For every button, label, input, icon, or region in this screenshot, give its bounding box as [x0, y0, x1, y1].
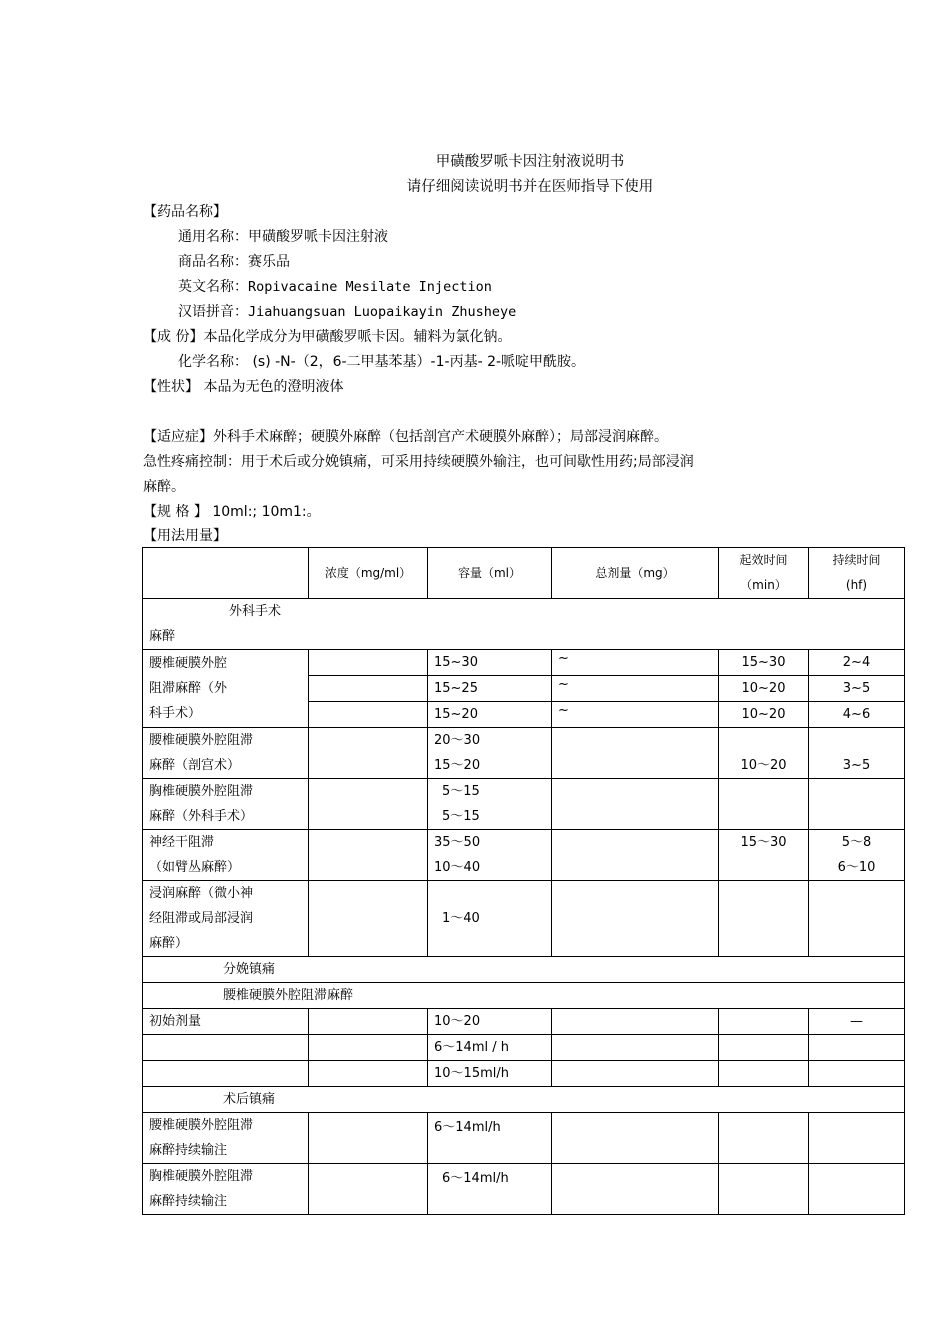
usage-heading: 【用法用量】: [143, 528, 227, 544]
section-row-labor-sub: [143, 983, 905, 1009]
lumbar-duration-2: 3~5: [809, 676, 905, 702]
nerve-block-label-line-1: 神经干阻滞: [149, 835, 215, 850]
header-duration-unit: (hf): [845, 578, 868, 592]
cesarean-onset: [719, 728, 809, 779]
postop-lumbar-label-line-2: 麻醉持续输注: [149, 1143, 228, 1158]
lumbar-total-3: ~: [552, 702, 719, 728]
nerve-block-total: [552, 830, 719, 881]
header-procedure: [143, 548, 309, 599]
infiltration-volume: 1～40: [428, 881, 552, 957]
lumbar-duration-3: 4~6: [809, 702, 905, 728]
infiltration-duration: [809, 881, 905, 957]
specification: 【规 格 】 10ml:; 10m1:。: [143, 504, 321, 520]
indications-line-1: 【适应症】外科手术麻醉；硬膜外麻醉（包括剖宫产术硬膜外麻醉）；局部浸润麻醉。: [143, 429, 668, 445]
header-onset-label: 起效时间: [739, 553, 788, 567]
header-onset-unit: （min）: [740, 578, 787, 592]
document-title: 甲磺酸罗哌卡因注射液说明书: [435, 154, 625, 170]
postop-thoracic-onset: [719, 1164, 809, 1215]
lumbar-conc-1: [309, 650, 428, 676]
infiltration-label-line-2: 经阻滞或局部浸润: [149, 911, 254, 926]
lumbar-conc-3: [309, 702, 428, 728]
infiltration-label: [143, 881, 309, 957]
lumbar-onset-1: 15~30: [719, 650, 809, 676]
lumbar-surgery-label-line-1: 腰椎硬膜外腔: [149, 656, 228, 671]
nerve-block-conc: [309, 830, 428, 881]
pinyin-name-value: Jiahuangsuan Luopaikayin Zhusheye: [248, 304, 517, 320]
cesarean-total: [552, 728, 719, 779]
labor-row2-volume: 6～14ml / h: [428, 1035, 552, 1061]
nerve-block-volume-1: 35～50: [434, 835, 481, 850]
postop-lumbar-conc: [309, 1113, 428, 1164]
labor-row3-onset: [719, 1061, 809, 1087]
initial-dose-conc: [309, 1009, 428, 1035]
drug-name-heading: 【药品名称】: [143, 204, 227, 220]
generic-name: 通用名称：甲磺酸罗哌卡因注射液: [178, 229, 388, 245]
section-row-surgery: [143, 599, 905, 650]
cesarean-duration-value: 3~5: [842, 758, 871, 773]
postop-thoracic-volume: 6～14ml/h: [428, 1164, 552, 1215]
nerve-block-label-line-2: （如臂丛麻醉）: [149, 860, 241, 875]
initial-dose-total: [552, 1009, 719, 1035]
nerve-block-duration-1: 5～8: [841, 835, 872, 850]
labor-row2-label: [143, 1035, 309, 1061]
lumbar-volume-1: 15~30: [428, 650, 552, 676]
table-row: [143, 1035, 905, 1061]
section-postop: 术后镇痛: [143, 1087, 905, 1113]
cesarean-label-line-2: 麻醉（剖宫术）: [149, 758, 241, 773]
cesarean-volume-2: 15～20: [434, 758, 481, 773]
english-name-label: 英文名称：: [178, 279, 248, 295]
english-name-value: Ropivacaine Mesilate Injection: [248, 279, 492, 295]
cesarean-volume-1: 20～30: [434, 733, 481, 748]
composition: 【成 份】本品化学成分为甲磺酸罗哌卡因。辅料为氯化钠。: [143, 329, 512, 345]
infiltration-onset: [719, 881, 809, 957]
cesarean-onset-value: 10～20: [740, 758, 787, 773]
section-surgery-line-1: 外科手术: [229, 604, 282, 619]
lumbar-onset-3: 10~20: [719, 702, 809, 728]
header-total-dose: 总剂量（mg）: [552, 548, 719, 599]
header-onset: [719, 548, 809, 599]
trade-name: 商品名称：赛乐品: [178, 254, 290, 270]
cesarean-label: [143, 728, 309, 779]
cesarean-duration: [809, 728, 905, 779]
pinyin-name: [178, 302, 516, 322]
labor-row2-total: [552, 1035, 719, 1061]
table-row: [143, 1113, 905, 1164]
header-duration-label: 持续时间: [832, 553, 881, 567]
postop-thoracic-label-line-2: 麻醉持续输注: [149, 1194, 228, 1209]
header-duration: [809, 548, 905, 599]
section-row-labor: [143, 957, 905, 983]
table-row: [143, 1164, 905, 1215]
lumbar-total-1: ~: [552, 650, 719, 676]
section-labor-sub: 腰椎硬膜外腔阻滞麻醉: [143, 983, 905, 1009]
labor-row3-label: [143, 1061, 309, 1087]
header-concentration: 浓度（mg/ml）: [309, 548, 428, 599]
nerve-block-label: [143, 830, 309, 881]
thoracic-volume-1: 5～15: [442, 784, 480, 799]
english-name: [178, 277, 492, 297]
postop-thoracic-conc: [309, 1164, 428, 1215]
thoracic-duration: [809, 779, 905, 830]
lumbar-volume-2: 15~25: [428, 676, 552, 702]
thoracic-total: [552, 779, 719, 830]
table-row: [143, 881, 905, 957]
lumbar-conc-2: [309, 676, 428, 702]
infiltration-total: [552, 881, 719, 957]
document-subtitle: 请仔细阅读说明书并在医师指导下使用: [406, 179, 654, 195]
chemical-name: 化学名称： (s) -N-（2，6-二甲基苯基）-1-丙基- 2-哌啶甲酰胺。: [178, 354, 586, 370]
labor-row3-volume: 10～15ml/h: [428, 1061, 552, 1087]
infiltration-label-line-3: 麻醉）: [149, 936, 189, 951]
pinyin-name-label: 汉语拼音：: [178, 304, 248, 320]
table-row: [143, 650, 905, 676]
table-row: [143, 779, 905, 830]
table-row: [143, 830, 905, 881]
labor-row3-conc: [309, 1061, 428, 1087]
nerve-block-volume: [428, 830, 552, 881]
infiltration-conc: [309, 881, 428, 957]
thoracic-label-line-1: 胸椎硬膜外腔阻滞: [149, 784, 254, 799]
table-header-row: [143, 548, 905, 599]
section-labor: 分娩镇痛: [143, 957, 905, 983]
indications-line-2: 急性疼痛控制：用于术后或分娩镇痛，可采用持续硬膜外输注，也可间歇性用药;局部浸润: [143, 454, 694, 470]
labor-row2-duration: [809, 1035, 905, 1061]
thoracic-volume: [428, 779, 552, 830]
lumbar-total-2: ~: [552, 676, 719, 702]
postop-thoracic-label: [143, 1164, 309, 1215]
postop-lumbar-label-line-1: 腰椎硬膜外腔阻滞: [149, 1118, 254, 1133]
lumbar-surgery-label: [143, 650, 309, 728]
section-surgery: [143, 599, 905, 650]
section-row-postop: [143, 1087, 905, 1113]
postop-thoracic-label-line-1: 胸椎硬膜外腔阻滞: [149, 1169, 254, 1184]
thoracic-conc: [309, 779, 428, 830]
postop-lumbar-volume: 6～14ml/h: [428, 1113, 552, 1164]
postop-thoracic-total: [552, 1164, 719, 1215]
thoracic-label: [143, 779, 309, 830]
postop-lumbar-total: [552, 1113, 719, 1164]
labor-row2-onset: [719, 1035, 809, 1061]
initial-dose-volume: 10～20: [428, 1009, 552, 1035]
character: 【性状】 本品为无色的澄明液体: [143, 379, 344, 395]
postop-thoracic-duration: [809, 1164, 905, 1215]
postop-lumbar-duration: [809, 1113, 905, 1164]
lumbar-onset-2: 10~20: [719, 676, 809, 702]
header-volume: 容量（ml）: [428, 548, 552, 599]
nerve-block-duration-2: 6～10: [837, 860, 876, 875]
initial-dose-onset: [719, 1009, 809, 1035]
lumbar-surgery-label-line-2: 阻滞麻醉（外: [149, 681, 228, 696]
lumbar-duration-1: 2~4: [809, 650, 905, 676]
cesarean-label-line-1: 腰椎硬膜外腔阻滞: [149, 733, 254, 748]
table-row: [143, 728, 905, 779]
thoracic-label-line-2: 麻醉（外科手术）: [149, 809, 254, 824]
infiltration-label-line-1: 浸润麻醉（微小神: [149, 886, 254, 901]
labor-row3-total: [552, 1061, 719, 1087]
cesarean-conc: [309, 728, 428, 779]
lumbar-surgery-label-line-3: 科手术）: [149, 706, 202, 721]
nerve-block-duration: [809, 830, 905, 881]
dosage-table: [142, 547, 905, 1215]
indications-line-3: 麻醉。: [143, 479, 185, 495]
cesarean-volume: [428, 728, 552, 779]
thoracic-onset: [719, 779, 809, 830]
table-row: [143, 1061, 905, 1087]
initial-dose-label: 初始剂量: [143, 1009, 309, 1035]
initial-dose-duration: —: [809, 1009, 905, 1035]
nerve-block-onset-value: 15～30: [740, 835, 787, 850]
lumbar-volume-3: 15~20: [428, 702, 552, 728]
nerve-block-onset: [719, 830, 809, 881]
thoracic-volume-2: 5～15: [442, 809, 480, 824]
labor-row2-conc: [309, 1035, 428, 1061]
table-row: [143, 1009, 905, 1035]
section-surgery-line-2: 麻醉: [149, 629, 176, 644]
labor-row3-duration: [809, 1061, 905, 1087]
postop-lumbar-onset: [719, 1113, 809, 1164]
postop-lumbar-label: [143, 1113, 309, 1164]
nerve-block-volume-2: 10～40: [434, 860, 481, 875]
